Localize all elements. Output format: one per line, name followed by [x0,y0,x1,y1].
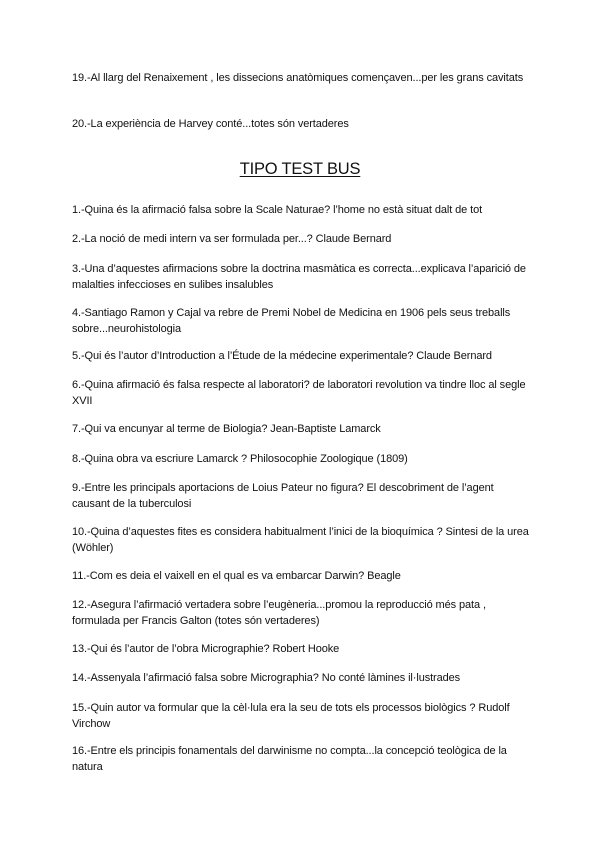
question-19: 19.-Al llarg del Renaixement , les dissecions anatòmiques començaven...per les grans cavitats [72,72,524,84]
question-2: 2.-La noció de medi intern va ser formulada per...? Claude Bernard [72,233,392,245]
question-13: 13.-Qui és l’autor de l’obra Micrographie? Robert Hooke [72,643,340,655]
question-15: 15.-Quin autor va formular que la cèl·lula era la seu de tots els processos biològics ? Rudolf Virchow [72,702,510,730]
question-1: 1.-Quina és la afirmació falsa sobre la Scale Naturae? l’home no està situat dalt de tot [72,204,483,216]
question-5: 5.-Qui és l’autor d’Introduction a l’Étude de la médecine experimentale? Claude Bernard [72,350,492,362]
question-7: 7.-Qui va encunyar al terme de Biologia? Jean-Baptiste Lamarck [72,423,381,435]
question-11: 11.-Com es deia el vaixell en el qual es va embarcar Darwin? Beagle [72,570,401,582]
question-16: 16.-Entre els principis fonamentals del darwinisme no compta...la concepció teològica de la natura [72,745,507,773]
question-6: 6.-Quina afirmació és falsa respecte al laboratori? de laboratori revolution va tindre lloc al segle XVII [72,379,526,407]
question-14: 14.-Assenyala l’afirmació falsa sobre Micrographia? No conté làmines il·lustrades [72,672,461,684]
question-4: 4.-Santiago Ramon y Cajal va rebre de Premi Nobel de Medicina en 1906 pels seus treballs sobre...neurohistologia [72,307,511,335]
question-10: 10.-Quina d’aquestes fites es considera habitualment l’inici de la bioquímica ? Sintesi de la urea (Wöhler) [72,526,529,554]
section-heading: TIPO TEST BUS [239,160,361,178]
question-3: 3.-Una d’aquestes afirmacions sobre la doctrina masmàtica es correcta...explicava l’aparició de malalties infeccioses en sulibes insalubles [72,263,526,291]
question-12: 12.-Asegura l’afirmació vertadera sobre l’eugèneria...promou la reproducció més pata , formulada per Francis Galton (totes són vertaderes) [72,599,486,627]
question-20: 20.-La experiència de Harvey conté...totes són vertaderes [72,118,349,130]
question-9: 9.-Entre les principals aportacions de Loius Pateur no figura? El descobriment de l’agent causant de la tuberculosi [72,482,494,510]
question-8: 8.-Quina obra va escriure Lamarck ? Philosocophie Zoologique (1809) [72,453,408,465]
